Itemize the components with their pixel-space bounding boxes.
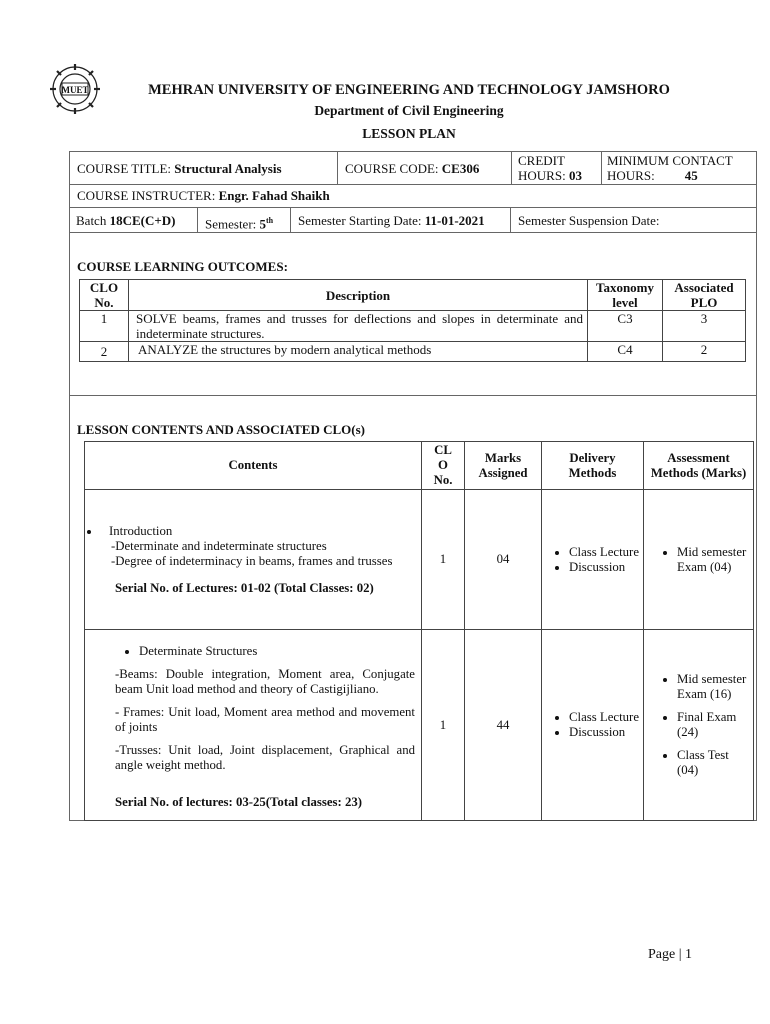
course-code: COURSE CODE: CE306 [345,161,480,176]
clo-header-row: CLO No. Description Taxonomy level Associated PLO [80,280,746,311]
lesson-heading: LESSON CONTENTS AND ASSOCIATED CLO(s) [77,422,365,437]
lesson-row: • Determinate Structures -Beams: Double integration, Moment area, Conjugate beam Unit load method and theory of Castigijliano. - Frames: Unit load, Moment area method and movement of joints -Trusses: Unit load, Joint displacement, Graphical and angle weight method. Serial No. of lectures: 03-25(Total classes: 23) 1 44 • Class Lecture • Discussion • Mid semester Exam (16) • Final Exam (24) • Class Test (04) [85,630,754,821]
course-instructor: COURSE INSTRUCTER: Engr. Fahad Shaikh [77,188,330,203]
university-name: MEHRAN UNIVERSITY OF ENGINEERING AND TECHNOLOGY JAMSHORO [148,82,670,98]
lesson-row: • Introduction -Determinate and indeterminate structures -Degree of indeterminacy in beams, frames and trusses Serial No. of Lectures: 01-02 (Total Classes: 02) 1 04 • Class Lecture • Discussion • Mid semester Exam (04) [85,490,754,630]
col-divider [510,207,511,232]
clo-row: 1 SOLVE beams, frames and trusses for deflections and slopes in determinate and indeterminate structures. C3 3 [80,311,746,342]
clo-heading: COURSE LEARNING OUTCOMES: [77,259,288,274]
lesson-table [84,441,754,821]
clo-row: 2 ANALYZE the structures by modern analytical methods C4 2 [80,342,746,362]
semester-start-date: Semester Starting Date: 11-01-2021 [298,213,485,228]
department-name: Department of Civil Engineering [314,103,504,118]
lesson-header-row: Contents CL O No. Marks Assigned Delivery Methods Assessment Methods (Marks) [85,442,754,490]
page-number: Page | 1 [648,947,693,962]
col-divider [290,207,291,232]
col-divider [601,151,602,184]
batch: Batch 18CE(C+D) [76,213,176,228]
svg-text:MUET: MUET [61,85,89,95]
course-title: COURSE TITLE: Structural Analysis [77,161,282,176]
contact-hours: MINIMUM CONTACT HOURS: 45 [607,153,733,183]
row-divider [69,184,757,185]
col-divider [197,207,198,232]
clo-table [79,279,746,362]
credit-hours: CREDIT HOURS: 03 [518,153,582,183]
semester: Semester: 5th [205,216,274,232]
col-divider [337,151,338,184]
row-divider [69,395,757,396]
semester-suspension-date: Semester Suspension Date: [518,213,660,228]
col-divider [511,151,512,184]
row-divider [69,232,757,233]
row-divider [69,207,757,208]
document-title: LESSON PLAN [362,126,456,141]
